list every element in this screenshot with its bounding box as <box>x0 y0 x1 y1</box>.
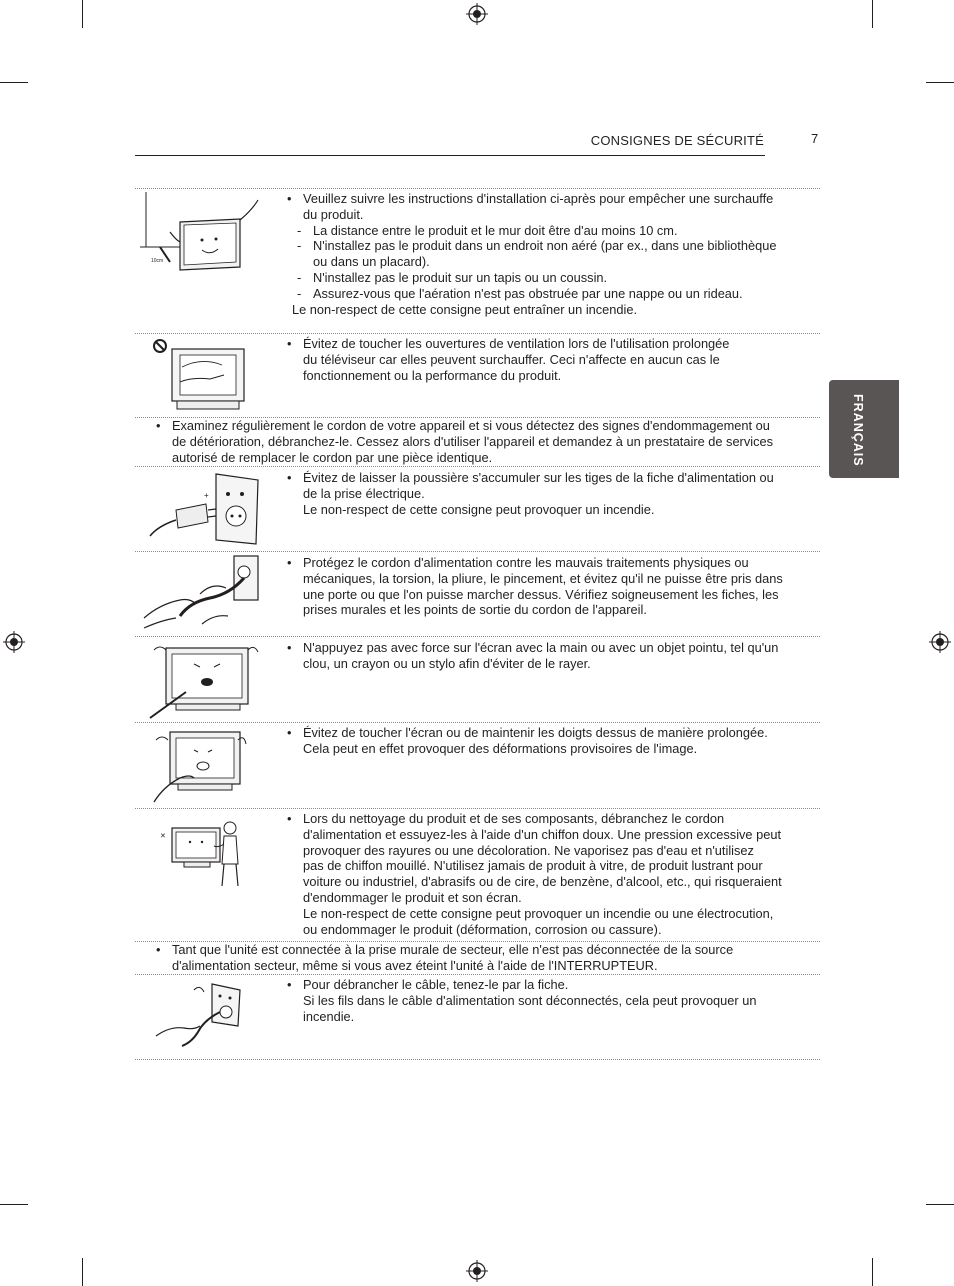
safety-item-power-connection <box>156 942 816 974</box>
item-text: • Examinez régulièrement le cordon de votre appareil et si vous détectez des signes d'endommagement ou <box>156 418 816 434</box>
registration-mark-icon <box>929 631 951 653</box>
item-text: voiture ou industriel, d'abrasifs ou de cire, de benzène, d'alcool, etc., qui risqueraient <box>303 874 782 890</box>
item-text: ou endommager le produit (déformation, corrosion ou cassure). <box>303 921 662 937</box>
item-text: Le non-respect de cette consigne peut provoquer un incendie. <box>303 501 655 517</box>
safety-item-dust <box>287 470 807 517</box>
language-tab-label: FRANÇAIS <box>851 394 865 467</box>
svg-text:✕: ✕ <box>160 833 166 840</box>
safety-item-screen-pressure <box>287 640 807 672</box>
item-text: • N'appuyez pas avec force sur l'écran avec la main ou avec un objet pointu, tel qu'un <box>287 640 807 656</box>
item-text: une porte ou que l'on puisse marcher dessus. Vérifiez soigneusement les fiches, les <box>303 586 779 602</box>
crop-mark <box>926 82 954 83</box>
section-divider <box>135 188 820 189</box>
safety-item-cord-protection <box>287 555 807 618</box>
safety-item-installation <box>287 191 807 317</box>
item-text: autorisé de remplacer le cordon par une pièce identique. <box>172 449 493 465</box>
svg-text:+: + <box>204 491 209 500</box>
list-item: ou dans un placard). <box>313 254 430 270</box>
section-divider <box>135 466 820 467</box>
item-text: • Lors du nettoyage du produit et de ses composants, débranchez le cordon <box>287 811 807 827</box>
item-text: • Protégez le cordon d'alimentation contre les mauvais traitements physiques ou <box>287 555 807 571</box>
safety-item-ventilation <box>287 336 807 383</box>
section-divider <box>135 551 820 552</box>
item-text: • Pour débrancher le câble, tenez-le par la fiche. <box>287 977 807 993</box>
registration-mark-icon <box>466 1260 488 1282</box>
list-item: - Assurez-vous que l'aération n'est pas obstruée par une nappe ou un rideau. <box>287 286 807 302</box>
item-text: du produit. <box>303 206 364 222</box>
list-item: - N'installez pas le produit dans un endroit non aéré (par ex., dans une bibliothèque <box>287 238 807 254</box>
section-divider <box>135 636 820 637</box>
crop-mark <box>872 0 873 28</box>
registration-mark-icon <box>466 3 488 25</box>
item-text: de la prise électrique. <box>303 485 425 501</box>
crop-mark <box>0 1204 28 1205</box>
item-text: d'alimentation et essuyez-les à l'aide d'un chiffon doux. Une pression excessive peut <box>303 826 782 842</box>
unplug-illustration <box>154 980 246 1054</box>
crop-mark <box>82 0 83 28</box>
section-title: CONSIGNES DE SÉCURITÉ <box>590 133 764 148</box>
registration-mark-icon <box>3 631 25 653</box>
crop-mark <box>926 1204 954 1205</box>
item-text: Si les fils dans le câble d'alimentation sont déconnectés, cela peut provoquer un <box>303 992 757 1008</box>
tv-wall-distance-illustration <box>140 192 270 274</box>
section-divider <box>135 1059 820 1060</box>
item-text: • Tant que l'unité est connectée à la prise murale de secteur, elle n'est pas déconnectée de la source <box>156 942 816 958</box>
item-text: d'alimentation secteur, même si vous avez éteint l'unité à l'aide de l'INTERRUPTEUR. <box>172 957 658 973</box>
item-text: pas de chiffon mouillé. N'utilisez jamais de produit à vitre, de produit lustrant pour <box>303 858 763 874</box>
ventilation-illustration <box>152 337 252 415</box>
cord-protection-illustration <box>140 554 264 634</box>
crop-mark <box>0 82 28 83</box>
screen-touch-illustration <box>150 726 250 806</box>
screen-pressure-illustration <box>146 640 264 720</box>
section-divider <box>135 808 820 809</box>
item-text: mécaniques, la torsion, la pliure, le pincement, et évitez qu'il ne puisse être pris dans <box>303 570 783 586</box>
safety-item-screen-touch <box>287 725 807 757</box>
item-text: du téléviseur car elles peuvent surchauffer. Ceci n'affecte en aucun cas le <box>303 351 720 367</box>
item-text: Le non-respect de cette consigne peut provoquer un incendie ou une électrocution, <box>303 905 774 921</box>
list-item: - La distance entre le produit et le mur doit être d'au moins 10 cm. <box>287 223 807 239</box>
item-text: incendie. <box>303 1008 355 1024</box>
item-text: • Évitez de toucher l'écran ou de maintenir les doigts dessus de manière prolongée. <box>287 725 807 741</box>
cleaning-illustration <box>158 818 244 890</box>
section-divider <box>135 333 820 334</box>
warning-note: Le non-respect de cette consigne peut entraîner un incendie. <box>292 301 638 317</box>
item-text: • Évitez de toucher les ouvertures de ventilation lors de l'utilisation prolongée <box>287 336 807 352</box>
language-tab <box>829 380 899 478</box>
header-divider <box>135 155 765 156</box>
safety-item-cleaning <box>287 811 807 937</box>
item-text: prises murales et les points de sortie du cordon de l'appareil. <box>303 602 647 618</box>
section-divider <box>135 722 820 723</box>
item-text: • Évitez de laisser la poussière s'accumuler sur les tiges de la fiche d'alimentation ou <box>287 470 807 486</box>
section-divider <box>135 974 820 975</box>
item-text: de détérioration, débranchez-le. Cessez alors d'utiliser l'appareil et demandez à un prestataire de services <box>172 433 773 449</box>
item-text: Cela peut en effet provoquer des déformations provisoires de l'image. <box>303 740 698 756</box>
item-text: d'endommager le produit et son écran. <box>303 889 522 905</box>
distance-label: 10cm <box>151 258 164 264</box>
safety-item-cord-inspection <box>156 418 816 465</box>
item-text: • Veuillez suivre les instructions d'installation ci-après pour empêcher une surchauffe <box>287 191 807 207</box>
list-item: - N'installez pas le produit sur un tapis ou un coussin. <box>287 270 807 286</box>
page-number: 7 <box>811 131 819 146</box>
item-text: fonctionnement ou la performance du produit. <box>303 367 562 383</box>
item-text: clou, un crayon ou un stylo afin d'éviter de le rayer. <box>303 655 591 671</box>
safety-item-unplugging <box>287 977 807 1024</box>
crop-mark <box>872 1258 873 1286</box>
dusty-plug-illustration <box>146 470 264 548</box>
crop-mark <box>82 1258 83 1286</box>
item-text: provoquer des rayures ou une décoloration. Ne vaporisez pas d'eau et n'utilisez <box>303 842 754 858</box>
